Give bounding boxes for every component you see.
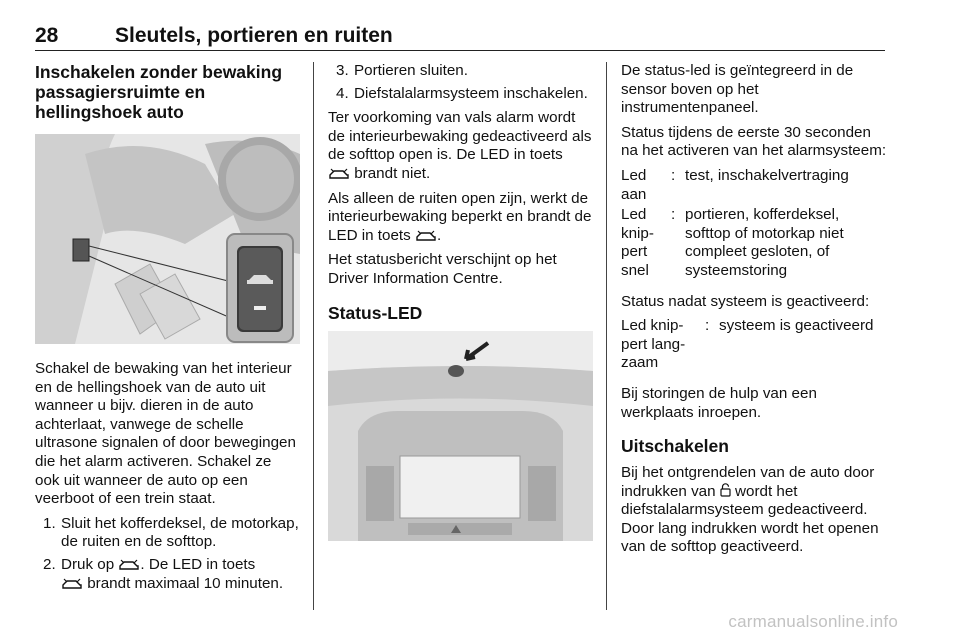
term: Led knip-pert snel	[621, 206, 654, 279]
steps-list	[328, 62, 593, 103]
car-alarm-icon	[61, 577, 83, 589]
paragraph: Schakel de bewaking van het interieur en de hellingshoek van de auto uit wanneer u bijv. dieren in de auto achterlaat, vanwege de schelle ultrasone signalen of door bewegingen die het alarm activeren. Schakel ze ook uit wanneer de auto op een veerboot of een trein staat.	[35, 360, 296, 508]
illustration-interior-button	[35, 134, 300, 344]
paragraph: Status tijdens de eerste 30 seconden na het activeren van het alarmsysteem:	[621, 123, 887, 160]
column-1	[35, 62, 300, 599]
column-divider	[313, 62, 314, 610]
car-alarm-icon	[415, 229, 437, 241]
page-header	[35, 22, 885, 51]
paragraph: Bij het ontgrendelen van de auto door indrukken van wordt het diefstalalarmsysteem gedeactiveerd. Door lang indrukken wordt het openen van de softtop geactiveerd.	[621, 464, 879, 556]
definition-list: Led knip-pert lang-zaam : systeem is geactiveerd	[621, 317, 889, 375]
page-number: 28	[35, 24, 59, 47]
list-item: 1. Sluit het kofferdeksel, de motorkap, de ruiten en de softtop.	[43, 514, 299, 551]
section-heading: Status-LED	[328, 302, 423, 323]
definition-list: Led aan : test, inschakelvertraging Led knip-pert snel : portieren, kofferdeksel, softtop of motorkap niet compleet gesloten, of systeemstoring	[621, 167, 889, 283]
paragraph: Status nadat systeem is geactiveerd:	[621, 292, 870, 310]
illustration-status-led	[328, 331, 593, 541]
paragraph: Het statusbericht verschijnt op het Driver Information Centre.	[328, 251, 557, 287]
column-2	[328, 62, 593, 541]
paragraph: Als alleen de ruiten open zijn, werkt de interieurbewaking beperkt en brandt de LED in toets .	[328, 189, 592, 244]
column-divider	[606, 62, 607, 610]
chapter-title: Sleutels, portieren en ruiten	[115, 24, 393, 47]
car-alarm-icon	[118, 558, 140, 570]
column-3	[621, 62, 889, 563]
description: test, inschakelvertraging	[685, 166, 849, 184]
car-alarm-icon	[328, 167, 350, 179]
section-heading: Uitschakelen	[621, 436, 729, 457]
list-item: 3. Portieren sluiten.	[336, 62, 468, 79]
description: systeem is geactiveerd	[719, 317, 874, 335]
section-heading: Inschakelen zonder bewaking passagiersruimte en hellingshoek auto	[35, 62, 283, 122]
list-item: 4. Diefstalalarmsysteem inschakelen.	[336, 84, 588, 102]
paragraph: Bij storingen de hulp van een werkplaats inroepen.	[621, 384, 817, 421]
paragraph: Ter voorkoming van vals alarm wordt de interieurbewaking gedeactiveerd als de softtop open is. De LED in toets brandt niet.	[328, 109, 592, 182]
steps-list	[35, 515, 300, 593]
description: portieren, kofferdeksel, softtop of motorkap niet compleet gesloten, of systeemstoring	[685, 206, 844, 279]
paragraph: De status-led is geïntegreerd in de sensor boven op het instrumentenpaneel.	[621, 62, 854, 117]
term: Led aan	[621, 166, 647, 203]
term: Led knip-pert lang-zaam	[621, 317, 686, 372]
list-item: 2. Druk op . De LED in toets brandt maximaal 10 minuten.	[43, 555, 284, 592]
watermark: carmanualsonline.info	[728, 612, 898, 631]
lock-icon	[720, 483, 731, 497]
